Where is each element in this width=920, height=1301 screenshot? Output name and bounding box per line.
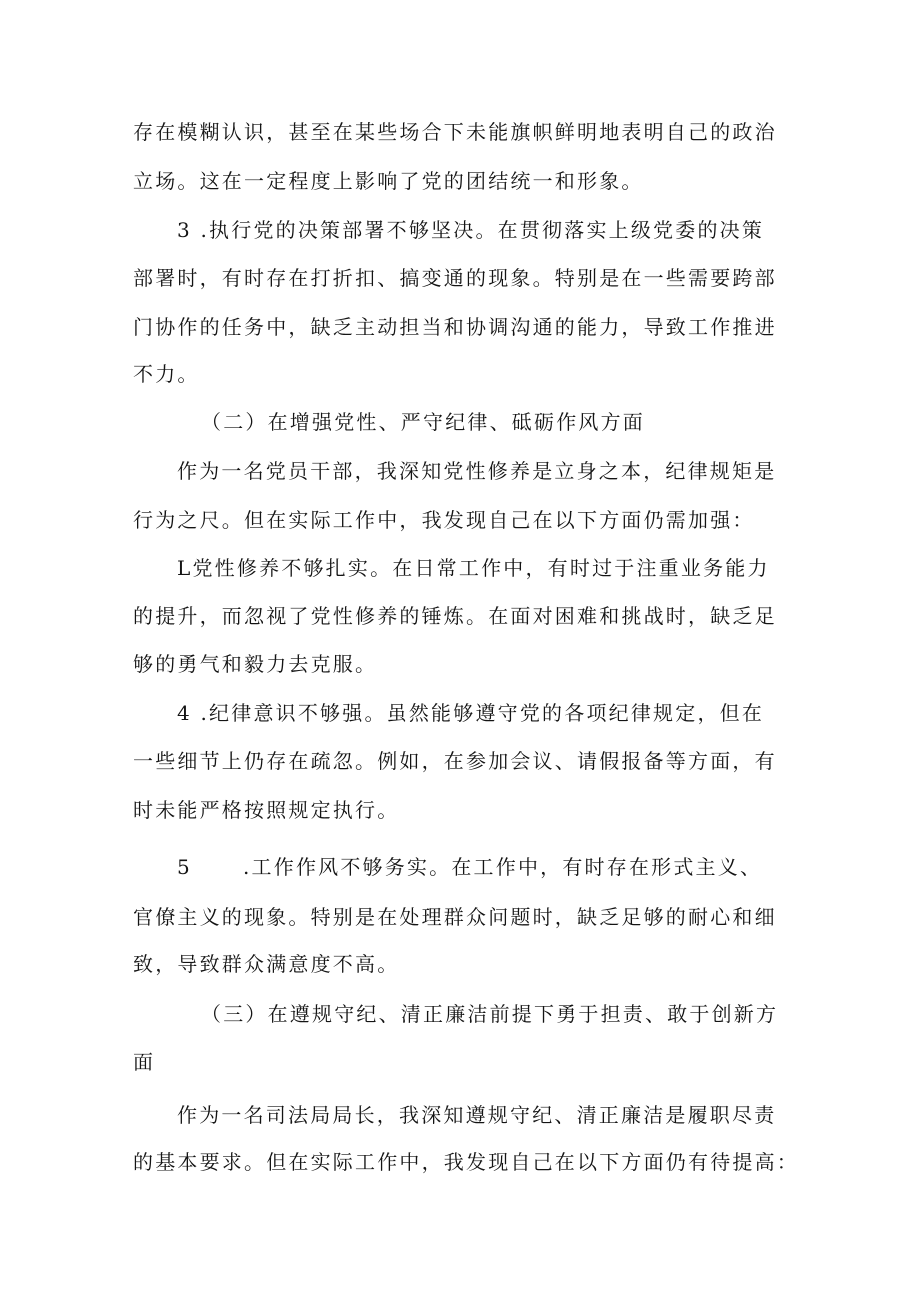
paragraph-line: 一些细节上仍存在疏忽。例如，在参加会议、请假报备等方面，有: [133, 749, 777, 773]
list-item-5-line: .工作作风不够务实。在工作中，有时存在形式主义、: [243, 855, 763, 879]
paragraph-line: 时未能严格按照规定执行。: [133, 798, 400, 822]
paragraph-line: 门协作的任务中，缺乏主动担当和协调沟通的能力，导致工作推进: [133, 315, 777, 339]
list-item-4-line: 4 .纪律意识不够强。虽然能够遵守党的各项纪律规定，但在: [177, 701, 765, 725]
list-item-3-line: 3 .执行党的决策部署不够坚决。在贯彻落实上级党委的决策: [177, 218, 765, 242]
paragraph-line: 的提升，而忽视了党性修养的锤炼。在面对困难和挑战时，缺乏足: [133, 604, 777, 628]
paragraph-line: 作为一名司法局局长，我深知遵规守纪、清正廉洁是履职尽责: [177, 1103, 777, 1127]
section-heading-3: （三）在遵规守纪、清正廉洁前提下勇于担责、敢于创新方: [201, 1002, 779, 1026]
paragraph-line: 部署时，有时存在打折扣、搞变通的现象。特别是在一些需要跨部: [133, 266, 777, 290]
paragraph-line: 致，导致群众满意度不高。: [133, 952, 400, 976]
paragraph-line: 立场。这在一定程度上影响了党的团结统一和形象。: [133, 169, 644, 193]
paragraph-line: 够的勇气和毅力去克服。: [133, 652, 378, 676]
paragraph-line: 官僚主义的现象。特别是在处理群众问题时，缺乏足够的耐心和细: [133, 905, 777, 929]
list-item-1-line: L党性修养不够扎实。在日常工作中，有时过于注重业务能力: [177, 556, 770, 580]
paragraph-line: 不力。: [133, 362, 200, 386]
paragraph-line: 作为一名党员干部，我深知党性修养是立身之本，纪律规矩是: [177, 459, 777, 483]
paragraph-line: 面: [133, 1050, 156, 1074]
paragraph-line: 存在模糊认识，甚至在某些场合下未能旗帜鲜明地表明自己的政治: [133, 120, 777, 144]
section-heading-2: （二）在增强党性、严守纪律、砥砺作风方面: [201, 410, 645, 434]
list-item-5-number: 5: [177, 855, 192, 879]
paragraph-line: 的基本要求。但在实际工作中，我发现自己在以下方面仍有待提高：: [133, 1150, 799, 1174]
paragraph-line: 行为之尺。但在实际工作中，我发现自己在以下方面仍需加强：: [133, 508, 755, 532]
